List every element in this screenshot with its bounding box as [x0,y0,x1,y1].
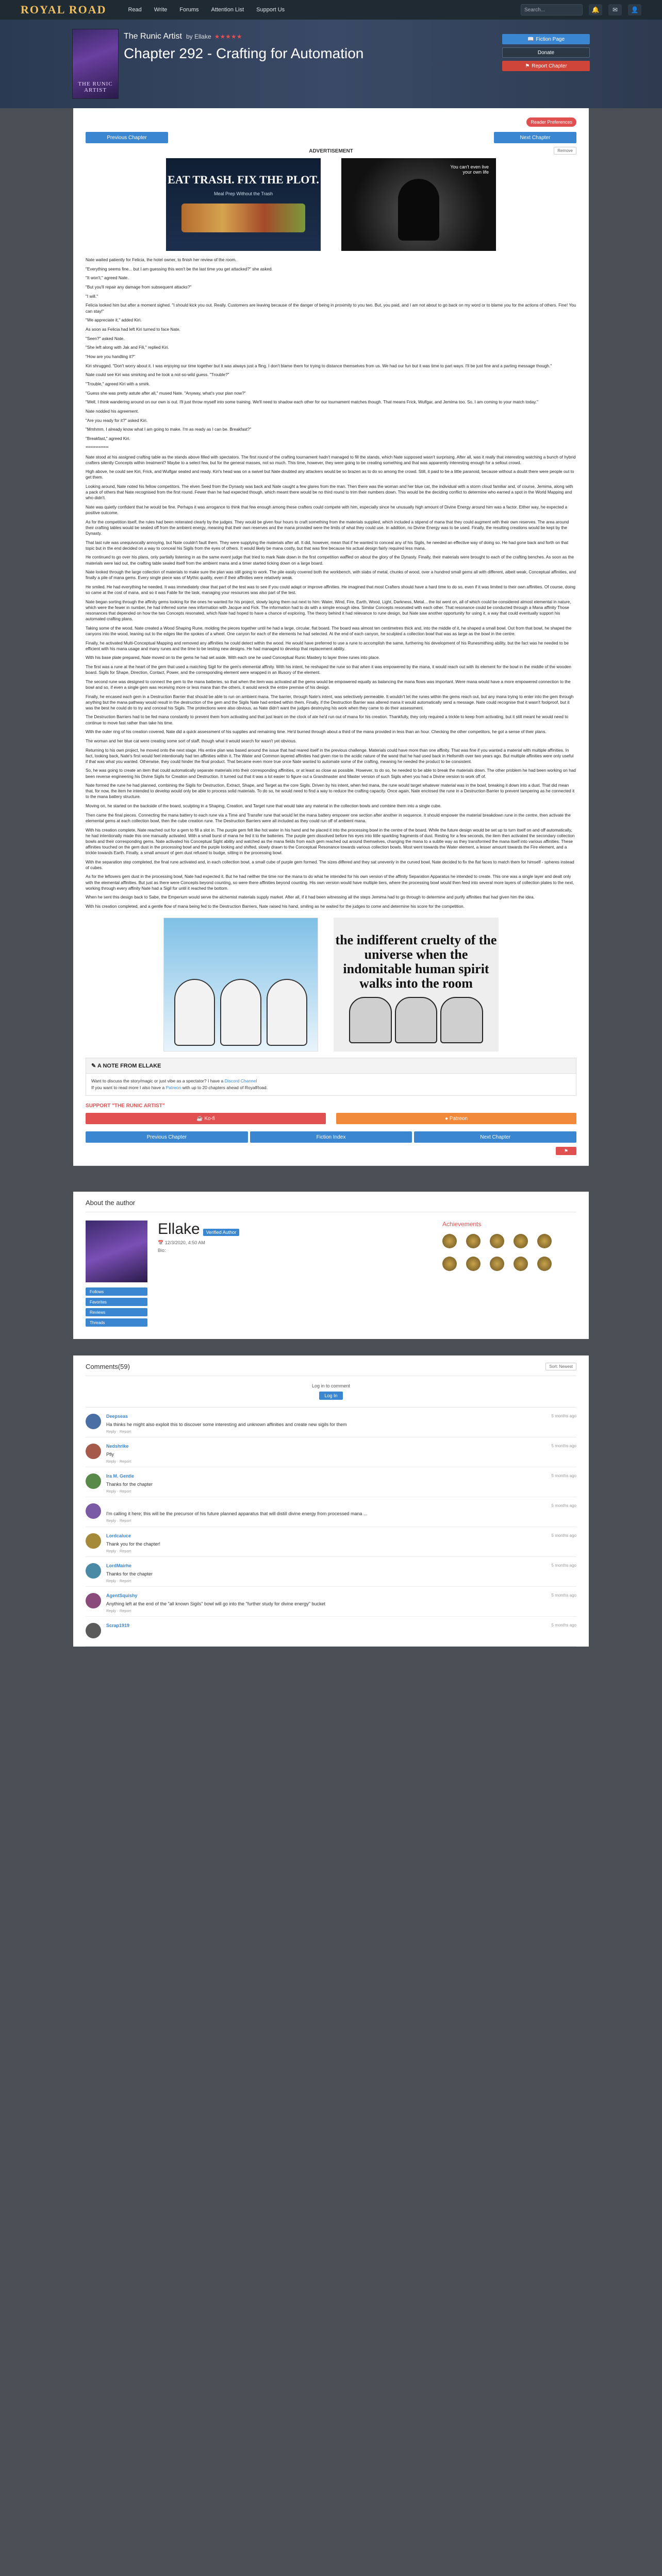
about-author-title: About the author [86,1199,576,1212]
ad-creature-image [398,179,439,241]
nav-forums[interactable]: Forums [179,7,199,13]
book-icon: 📖 [527,36,534,42]
chapter-paragraph: Nate formed the rune he had planned, combining the Sigils for Destruction, Extract, Shape, and Target as the core Sigils. Driven by his intent, when fed mana, the rune would target whatever material was in the bowl, breaking it down into a dust. That did mean that, for now, the item he intended to develop would only be able to process solid materials. To do so, he would need to find a way to reduce the crafting capacity. Once again, Nate enclosed the rune in a Destruction Barrier to prevent tampering as he connected it to the mana battery structure. [86,783,575,800]
commenter-avatar[interactable] [86,1503,101,1519]
next-chapter-button[interactable]: Next Chapter [494,132,576,143]
comment-actions[interactable]: Reply · Report [106,1518,131,1523]
comment-item [86,1557,576,1587]
achievements [442,1221,576,1327]
advertisement-bottom [86,918,576,1052]
chapter-paragraph: Taking some of the wood, Nate created a Wood Shaping Rune, molding the pieces together until he had a large, circular, flat board. The board was almost ten centimetres thick and, into the middle of it, he shaped a small bowl. Out from that bowl, he shaped the canyons into the wood, leaning out to the edges like the spokes of a wheel. One canyon for each of the elements he had selected. At the end of each canyon, he sculpted a collection bowl that was as large as the bowl in the centre. [86,625,572,636]
comment-time: 5 months ago [551,1563,576,1568]
chapter-paragraph: When he sent this design back to Sabe, the Emperium would serve the alchemist materials supply market. After all, if it had been witnessing all the steps Jemima had to go through to determine and purify affinities that had given him the idea. [86,895,535,900]
commenter-name[interactable]: Nedshrike [106,1444,129,1449]
author-favorites-link[interactable]: Favorites [86,1298,147,1306]
commenter-name[interactable]: AgentSquishy [106,1593,138,1599]
login-prompt: Log in to comment [311,1383,351,1389]
support-section [86,1103,576,1124]
achievement-badge-icon[interactable] [466,1234,481,1248]
comment-time: 5 months ago [551,1503,576,1509]
chapter-paragraph: "We appreciate it," added Kiri. [86,318,142,323]
comment-item [86,1437,576,1467]
comment-time: 5 months ago [551,1593,576,1598]
comment-text: Pfly [106,1452,114,1458]
comment-item [86,1587,576,1617]
rating-stars-icon: ★★★★★ [214,33,242,40]
commenter-name[interactable]: Scrap1919 [106,1623,130,1629]
ad-figure [349,997,392,1043]
achievement-badge-icon[interactable] [466,1257,481,1271]
login-button[interactable]: Log In [319,1392,342,1400]
chapter-paragraph: "It won't," agreed Nate. [86,276,129,281]
author-avatar[interactable] [86,1221,147,1282]
author-bio: Bio: [158,1248,166,1253]
author-badge: Verified Author [203,1229,240,1236]
bell-icon[interactable]: 🔔 [589,4,602,15]
chapter-paragraph: "But you'll repair any damage from subsequent attacks?" [86,285,192,290]
comment-time: 5 months ago [551,1414,576,1419]
site-logo[interactable]: ROYAL ROAD [21,3,107,16]
chapter-paragraph: He smiled. He had everything he needed. It was immediately clear that part of the test was to see if you could adapt or improve affinities. He imagined that most Crafters should have a hard time to do so, even if it was limited to their own affinities. Of course, doing so came at the cost of mana, and so it was Fable for the task, managing your resources was also part of the test. [86,584,575,596]
ad-banner-right[interactable] [341,158,496,251]
chapter-paragraph: Nate was quietly confident that he would be fine. Perhaps it was arrogance to think that few enough among these crafters could compete with him, especially since he unusually high amount of Divine Energy around him was a factor. Either way, he expected a positive outcome. [86,504,568,516]
discord-link[interactable]: Discord Channel [224,1078,257,1084]
comment-time: 5 months ago [551,1533,576,1538]
ad-banner-left[interactable] [166,158,321,251]
chapter-paragraph: Then came the final pieces. Connecting the mana battery to each rune via a Time and Transfer rune that would let the mana battery empower one section after another in sequence. It should empower the material breakdown rune in the centre, then activate the elemental gems at each collection bowl, then the cube creation rune. The Destruction Barriers were all included as they could run off of ambient mana. [86,812,571,823]
chapter-card [73,108,589,1166]
author-threads-link[interactable]: Threads [86,1318,147,1327]
comments-section [73,1355,589,1647]
chapter-paragraph: Returning to his own project, he moved onto the next stage. His entire plan was based around the issue that had reared itself in the previous challenge. Materials could have more than one affinity. That was fine if you wanted a material with multiple affinities. In fact, looking back, Nate's first would feel intentionally had ten affinities within it. The Water and Common layered affinities had given rise to the acidic nature of the wand that he had used back in Hellsmith over two years ago. But multiple affinities were only useful if that was what you wanted. Otherwise, they could hinder the final product. That became even more true once Nate wanted to automate some of the crafting, meaning he needed the product to be consistent. [86,748,574,764]
comment-text: Thanks for the chapter [106,1482,153,1487]
commenter-name[interactable]: Deepseas [106,1414,128,1419]
chapter-page [73,108,589,1166]
comment-text: Thank you for the chapter! [106,1541,161,1547]
chapter-paragraph: With his creation completed, and a gentle flow of mana being fed to the Destruction Barriers, Nate raised his hand, smiling as he waited for the judges to come and determine his score for the competition. [86,904,465,909]
ad-bottom-text: the indifferent cruelty of the universe when the indomitable human spirit walks into the room [335,933,497,991]
chapter-paragraph: Finally, he activated Multi-Conceptual Mapping and removed any affinities he could detect within the wood. He would have preferred to use a rune to accomplish the same, furthering his development of his Runesmithing ability, but the fact was he needed to be efficient with his mana usage and many runes and the time to be testing new designs. He had managed to develop that replacement ability. [86,640,569,651]
comment-item [86,1617,576,1647]
chapter-paragraph: "Trouble," agreed Kiri with a smirk. [86,382,151,387]
comment-time: 5 months ago [551,1623,576,1628]
comments-title: Comments(59) [86,1363,130,1371]
search-input[interactable]: Search... [521,4,583,15]
patreon-icon: ● [445,1115,449,1122]
chapter-paragraph: Felicia looked him but after a moment sighed. "I should kick you out. Really. Customers are leaving because of the danger of being in proximity to you two. But, you paid, and I am not about to go back on my word or to blame you for the actions of others. Fine! You can stay!" [86,303,576,314]
achievement-badge-icon[interactable] [442,1234,457,1248]
author-joined: 12/3/2020, 4:50 AM [164,1240,205,1246]
chapter-paragraph: "Everything seems fine... but I am guessing this won't be the last time you get attacked?" she asked. [86,266,273,272]
chapter-paragraph: "Guess she was pretty astute after all," mused Nate. "Anyway, what's your plan now?" [86,391,246,396]
nav-read[interactable]: Read [128,7,142,13]
chapter-paragraph: The woman and her blue cat were creating some sort of staff, though what it would search for wasn't yet obvious. [86,738,297,743]
fiction-page-button[interactable]: 📖 Fiction Page [502,34,590,44]
previous-chapter-button[interactable]: Previous Chapter [86,132,168,143]
chapter-paragraph: With his creation complete, Nate reached out for a gem to fill a slot in. The purple gem felt like hot water in his hand and he placed it into the processing bowl in the centre of the board. While the future design would be set up to turn itself on and off automatically, he had intentionally made this one manually activated. With a small burst of mana he fed it to the batteries. The purple gem dissolved before his eyes into little sparkling fragments of dust. Resting for a few seconds, the item then activated the secondary collection bowls and their corresponding gems. Nate activated his Conceptual Sight ability and watched as the mana fields from each gem reached out around themselves, changing the mana to a subtle way as they transformed the mana itself into various affinities. These affinities touched on the gem dust in the processing bowl and the purple looking and shifted, slowly drawn to the Conceptual Resonance towards various collection bowls. Most went towards the Water element, a lesser amount towards the Fire element, and a trickle towards Earth. Finally, a small amount of gem dust refused to budge, sitting in the processing bowl. [86,827,575,855]
flag-icon: ⚑ [525,63,530,69]
nav-support-us[interactable]: Support Us [256,7,285,13]
patreon-link[interactable]: Patreon [166,1085,181,1091]
chapter-title: Chapter 292 - Crafting for Automation [124,45,364,61]
top-nav [0,0,662,20]
chapter-paragraph: Nate stood at his assigned crafting table as the stands above filled with spectators. The first round of the crafting tournament hadn't managed to fill the stands, which Nate supposed wasn't surprising. After all, was it really that interesting watching a bunch of hybrid crafters silently Concepts within treatment? Maybe to a select few, but for the general masses, not so much. This time, however, they were going to be creating something and that was apparently interesting enough for a sellout crowd. [86,454,576,465]
comment-time: 5 months ago [551,1444,576,1449]
chapter-paragraph: With the separation step completed, the final rune activated and, in each collection bowl, a small cube of purple gem formed. The sizes differed and they sat unevenly in the curved bowl. Nate decided to fix the flat faces to match them for himself - spheres instead of cubes. [86,859,574,870]
comment-login [86,1376,576,1408]
comment-actions[interactable]: Reply · Report [106,1579,131,1584]
pencil-icon: ✎ [91,1063,96,1070]
comment-item [86,1408,576,1437]
chapter-paragraph: The first was a rune at the heart of the gem that used a matching Sigil for the gem's elemental affinity. With his intent, he reshaped the rune so that when it was empowered by the mana, it would reach out with its element for the bowl in the middle of the wooden board. Sigils for Shape, Direction, Contact, Power, and the corresponding element were wrapped in an Illusory of the element. [86,664,571,675]
support-title: SUPPORT "THE RUNIC ARTIST" [86,1103,165,1109]
chapter-paragraph: "Are you ready for it?" asked Kiri. [86,418,148,423]
commenter-avatar[interactable] [86,1414,101,1429]
chapter-paragraph: Looking around, Nate noted his fellow competitors. The elven Seed from the Dynasty was back and Nate caught a few glares from the man. Then there was the woman and her blue cat, the individual with a storm cloud familiar and, of course, Jemima, along with a pack of others that Nate recognised from the first round. Fewer than he had expected though, which meant there would be no third round to trim their numbers down. This would be the deciding conflict to determine who earned a spot in the World Mapping and who didn't. [86,484,573,501]
author-note-title: ✎ A NOTE FROM ELLAKE [86,1058,576,1074]
chapter-paragraph: "She left along with Jak and Fili," replied Kiri. [86,345,169,350]
mail-icon[interactable]: ✉ [608,4,622,15]
chapter-paragraph: "Mmhmm. I already know what I am going to make. I'm as ready as I can be. Breakfast?" [86,427,252,432]
ad-left-title: EAT TRASH. FIX THE PLOT. [168,173,319,186]
commenter-avatar[interactable] [86,1593,101,1608]
chapter-paragraph: "Seen?" asked Nate. [86,336,125,341]
chapter-paragraph: The Destruction Barriers had to be fed mana constantly to prevent them from activating and that just leant on the clock of ate he'd run out of mana for his creation. Thankfully, they only required a trickle to keep from activating, but it still meant he would need to continue to move fast rather than take his time. [86,715,569,725]
by-label: by [186,33,193,40]
commenter-avatar[interactable] [86,1563,101,1579]
fiction-index-button[interactable]: Fiction Index [250,1131,412,1143]
author-reviews-link[interactable]: Reviews [86,1308,147,1316]
chapter-paragraph: With the outer ring of his creation covered, Nate did a quick assessment of his supplies and remaining time. He'd burned through about a third of the mana provided in less than an hour. Checking the other competitors, he got a sense of their plans. [86,730,547,735]
comment-text: I'm calling it here; this will be the precursor of his future planned apparatus that will distill divine energy from processed mana ... [106,1511,368,1517]
chapter-paragraph: As soon as Felicia had left Kiri turned to face Nate. [86,327,180,332]
about-author [73,1192,589,1339]
next-chapter-button-bottom[interactable]: Next Chapter [414,1131,576,1143]
nav-write[interactable]: Write [154,7,168,13]
comment-actions[interactable]: Reply · Report [106,1489,131,1494]
reader-preferences-button[interactable]: Reader Preferences [526,117,576,127]
ad-label: ADVERTISEMENT [309,148,353,154]
ad-banner-bottom-right[interactable] [334,918,499,1052]
comment-text: Anything left at the end of the "all known Sigils" bowl will go into the "further study for divine energy" bucket [106,1601,326,1607]
comment-text: Thanks for the chapter [106,1571,153,1577]
chapter-paragraph: As for the leftovers gem dust in the processing bowl, Nate had expected it. But he had neither the time nor the mana to do what he intended for his own version of the affinity Separation Apparatus he intended to create. This one was a single layer and dealt only with the elemental affinities. But just as there were Concepts beyond counting, so were there affinities beyond counting. His own version would have multiple tiers, where the processing bowl would then feed into several more layers of collection plates to the next, working through every affinity Nate had a Sigil for until it reached the bottom. [86,874,574,891]
chapter-paragraph: Nate nodded his agreement. [86,409,139,414]
chapter-paragraph: Kiri shrugged. "Don't worry about it. I was enjoying our time together but it was always just a fling. I don't blame them for trying to distance themselves from us. We had our fun but it was time to part ways. I'll be just fine and a parting message though." [86,363,552,368]
achievement-badge-icon[interactable] [537,1257,552,1271]
chapter-paragraph: High above, he could see Kiri, Frick, and Wulfgar seated and ready. Kiri's head was on a swivel but Nate doubted any attackers would be so brazen as to do so among the crowd. Still, it paid to be a little paranoid, because without a doubt there were people out to get them. [86,469,574,480]
chapter-paragraph: With his base plate prepared, Nate moved on to the gems he had set aside. With each one he used Conceptual Runic Mastery to layer three runes into place. [86,655,380,660]
report-flag-icon[interactable]: ⚑ [556,1147,576,1155]
chapter-header [0,20,662,108]
chapter-paragraph: Nate waited patiently for Felicia, the hotel owner, to finish her review of the room. [86,258,237,262]
chapter-paragraph: Nate began sorting through the affinity gems looking for the ones he wanted for his project, slowly laying them out next to him: Water, Wind, Fire, Earth, Wood, Light, Darkness, Metal... the list went on, all of which could be considered almost elemental in nature, which were the fewer in number, he had inferred some new information with Jacque and Fick. The information had to do with a simple enough idea. Similar Concepts resonated with each other. That resonance could be conducted through a Mana affinity Those resonances that depended on how the two Concepts resonated, which Nate had hoped to have a chance of exploring. The theory behind it had relevance to rune design, but Nate saw another opportunity for using it, a way that could eventually support his automated crafting plans. [86,599,571,622]
ad-right-text: You can't even live your own life [450,164,489,175]
achievement-badge-icon[interactable] [537,1234,552,1248]
coffee-icon: ☕ [196,1115,203,1122]
chapter-paragraph: He continued to go over his plans, only partially listening in as the same event judge that tried to mark Nate down in the first competition waffled on about the glory of the Dynasty. Finally, their materials were brought to each of the crafting benches. As soon as the materials were laid out, the crafting table sealed itself from the ambient mana and a timer started ticking down on a large board. [86,555,574,566]
achievement-badge-icon[interactable] [514,1234,528,1248]
ad-figure [440,997,483,1043]
comment-actions[interactable]: Reply · Report [106,1429,131,1434]
chapter-paragraph: The second rune was designed to connect the gem to the mana batteries, so that when the item was activated all the gems would be empowered equally as balancing the mana flows was important. Were mana would have a more empowered connection to the bowl and so, if even a single gem was receiving more or less mana than the others, it would wreck the entire premise of his design. [86,679,571,690]
remove-ad-button[interactable]: Remove [554,147,576,155]
cover-image[interactable] [72,29,119,99]
author-name[interactable]: Ellake [158,1221,200,1238]
user-icon[interactable]: 👤 [628,4,641,15]
commenter-avatar[interactable] [86,1473,101,1489]
ad-banner-bottom-left[interactable] [163,918,318,1052]
ad-figure [174,979,215,1046]
comment-item [86,1467,576,1497]
chapter-paragraph: "How are you handling it?" [86,354,135,359]
advertisement [86,148,576,251]
ad-food-image [181,204,305,232]
commenter-avatar[interactable] [86,1623,101,1638]
patreon-button[interactable]: ● Patreon [336,1113,576,1124]
achievement-badge-icon[interactable] [490,1257,504,1271]
chapter-content [86,257,576,909]
chapter-paragraph: "Breakfast," agreed Kiri. [86,436,130,442]
ad-figure [267,979,307,1046]
comment-text: Ha thinks he might also exploit this to discover some interesting and unknown affinities and create new sigils for them [106,1422,347,1428]
comment-time: 5 months ago [551,1473,576,1479]
chapter-paragraph: Finally, he encased each gem in a Destruction Barrier that should be able to run on ambient mana. The barrier, through Nate's intent, was selectively permeable. It wouldn't let the runes within the gems reach out, but any mana trying to enter into the gem through anything but the mana pathway would result in the destruction of the gem and the Sigils Nate had embed within them. Finally, if the Destruction Barrier was altered mana it would automatically send a message. Nate could recognise that it wasn't foolproof, but it was the best he could do to try and conceal his Sigils. The protections were also obvious, as Nate didn't want the judges destroying his work when they came to do their assessment. [86,694,574,710]
chapter-nav-bottom [86,1131,576,1143]
comment-actions[interactable]: Reply · Report [106,1459,131,1464]
chapter-nav-top [86,132,576,143]
comment-actions[interactable]: Reply · Report [106,1608,131,1614]
calendar-icon: 📅 [158,1240,164,1246]
commenter-name[interactable]: Ira M. Gentle [106,1473,135,1479]
nav-attention-list[interactable]: Attention List [211,7,244,13]
chapter-paragraph: That last rule was unequivocally annoying, but Nate couldn't fault them. They were supplying the materials after all. It did, however, mean that if he wanted to conceal any of his Sigils, he needed an effective way of doing so. He had gone back and forth on that topic but in the end decided on a way to conceal his Sigils from the eyes of others. It would likely be mana costly, but that was fine because his actual design fairly required less mana. [86,540,569,551]
chapter-paragraph: "Well, I think wandering around on our own is out. I'll just throw myself into some training. We'll need to shadow each other for our tournament matches though. That means Frick, Wulfgar, and Jemima too. So, I am coming to your match today." [86,400,538,405]
author-note [86,1058,576,1096]
chapter-paragraph: Moving on, he started on the backside of the board, sculpting in a Shaping, Creation, and Target rune that would take any material in the collection bowls and combine them into a single cube. [86,804,442,809]
achievement-badge-icon[interactable] [490,1234,504,1248]
comment-item [86,1497,576,1527]
chapter-paragraph: ************** [86,445,109,450]
kofi-button[interactable]: ☕ Ko-fi [86,1113,326,1124]
comments-sort-select[interactable]: Sort: Newest [545,1363,576,1370]
chapter-paragraph: So, he was going to create an item that could automatically separate materials into their corresponding affinities, or at least as close as possible. However, to do so, he needed to be able to break the materials down. The other problem he had been working on had been reverse engineering his Divine Sigils for Creation and Destruction. It turned out that it was a lot easier to figure out a Grandmaster and Master version of such Sigils when you had a Divine version to work off of. [86,768,576,779]
story-title[interactable]: The Runic Artist [124,32,182,41]
comment-list [86,1408,576,1647]
cover-text: THE RUNIC ARTIST [78,81,113,93]
ad-figure [220,979,261,1046]
header-actions [502,34,590,71]
commenter-avatar[interactable] [86,1444,101,1459]
chapter-paragraph: As for the competition itself, the rules had been reiterated clearly by the judges. They would be given four hours to craft something from the materials supplied, which included a stipend of mana that they could augment with their own reserves. The area around their crafting tables would be sealed off from the ambient energy, meaning that their own reserves and the mana provided were the limits of what they could use. In addition, no Divine Energy was to be used. Finally, the resulting creations would be kept by the Dynasty. [86,519,569,536]
chapter-paragraph: Nate could see Kiri was smirking and he took a not-so-wild guess. "Trouble?" [86,372,229,378]
author-note-body: Want to discuss the story/magic or just vibe as a spectator? I have a Discord Channel If you want to read more I also have a Patreon with up to 20 chapters ahead of RoyalRoad. [91,1078,268,1091]
chapter-paragraph: "I will." [86,294,98,299]
comment-actions[interactable]: Reply · Report [106,1549,131,1554]
ad-figure [395,997,438,1043]
chapter-paragraph: Nate looked through the large collection of materials to make sure the plan was still going to work. The pile easily covered both the workbench, with slabs of metal, chunks of wood, over a hundred small gems all with different, albeit weak, Conceptual affinities, and finally a pile of mana gems. Every single piece was of Mythic quality, even if their affinities were relatively weak. [86,570,576,581]
author-follows-link[interactable]: Follows [86,1287,147,1296]
commenter-name[interactable]: LordMairhe [106,1563,132,1569]
donate-button[interactable]: Donate [502,47,590,58]
commenter-name[interactable]: Lordcaluce [106,1533,131,1539]
comment-item [86,1527,576,1557]
achievement-badge-icon[interactable] [442,1257,457,1271]
ad-left-subtitle: Meal Prep Without the Trash [213,191,273,196]
commenter-avatar[interactable] [86,1533,101,1549]
achievement-badge-icon[interactable] [514,1257,528,1271]
author-link[interactable]: Ellake [194,33,211,40]
report-chapter-button[interactable]: ⚑ Report Chapter [502,61,590,71]
previous-chapter-button-bottom[interactable]: Previous Chapter [86,1131,248,1143]
achievements-title: Achievements [442,1221,482,1228]
